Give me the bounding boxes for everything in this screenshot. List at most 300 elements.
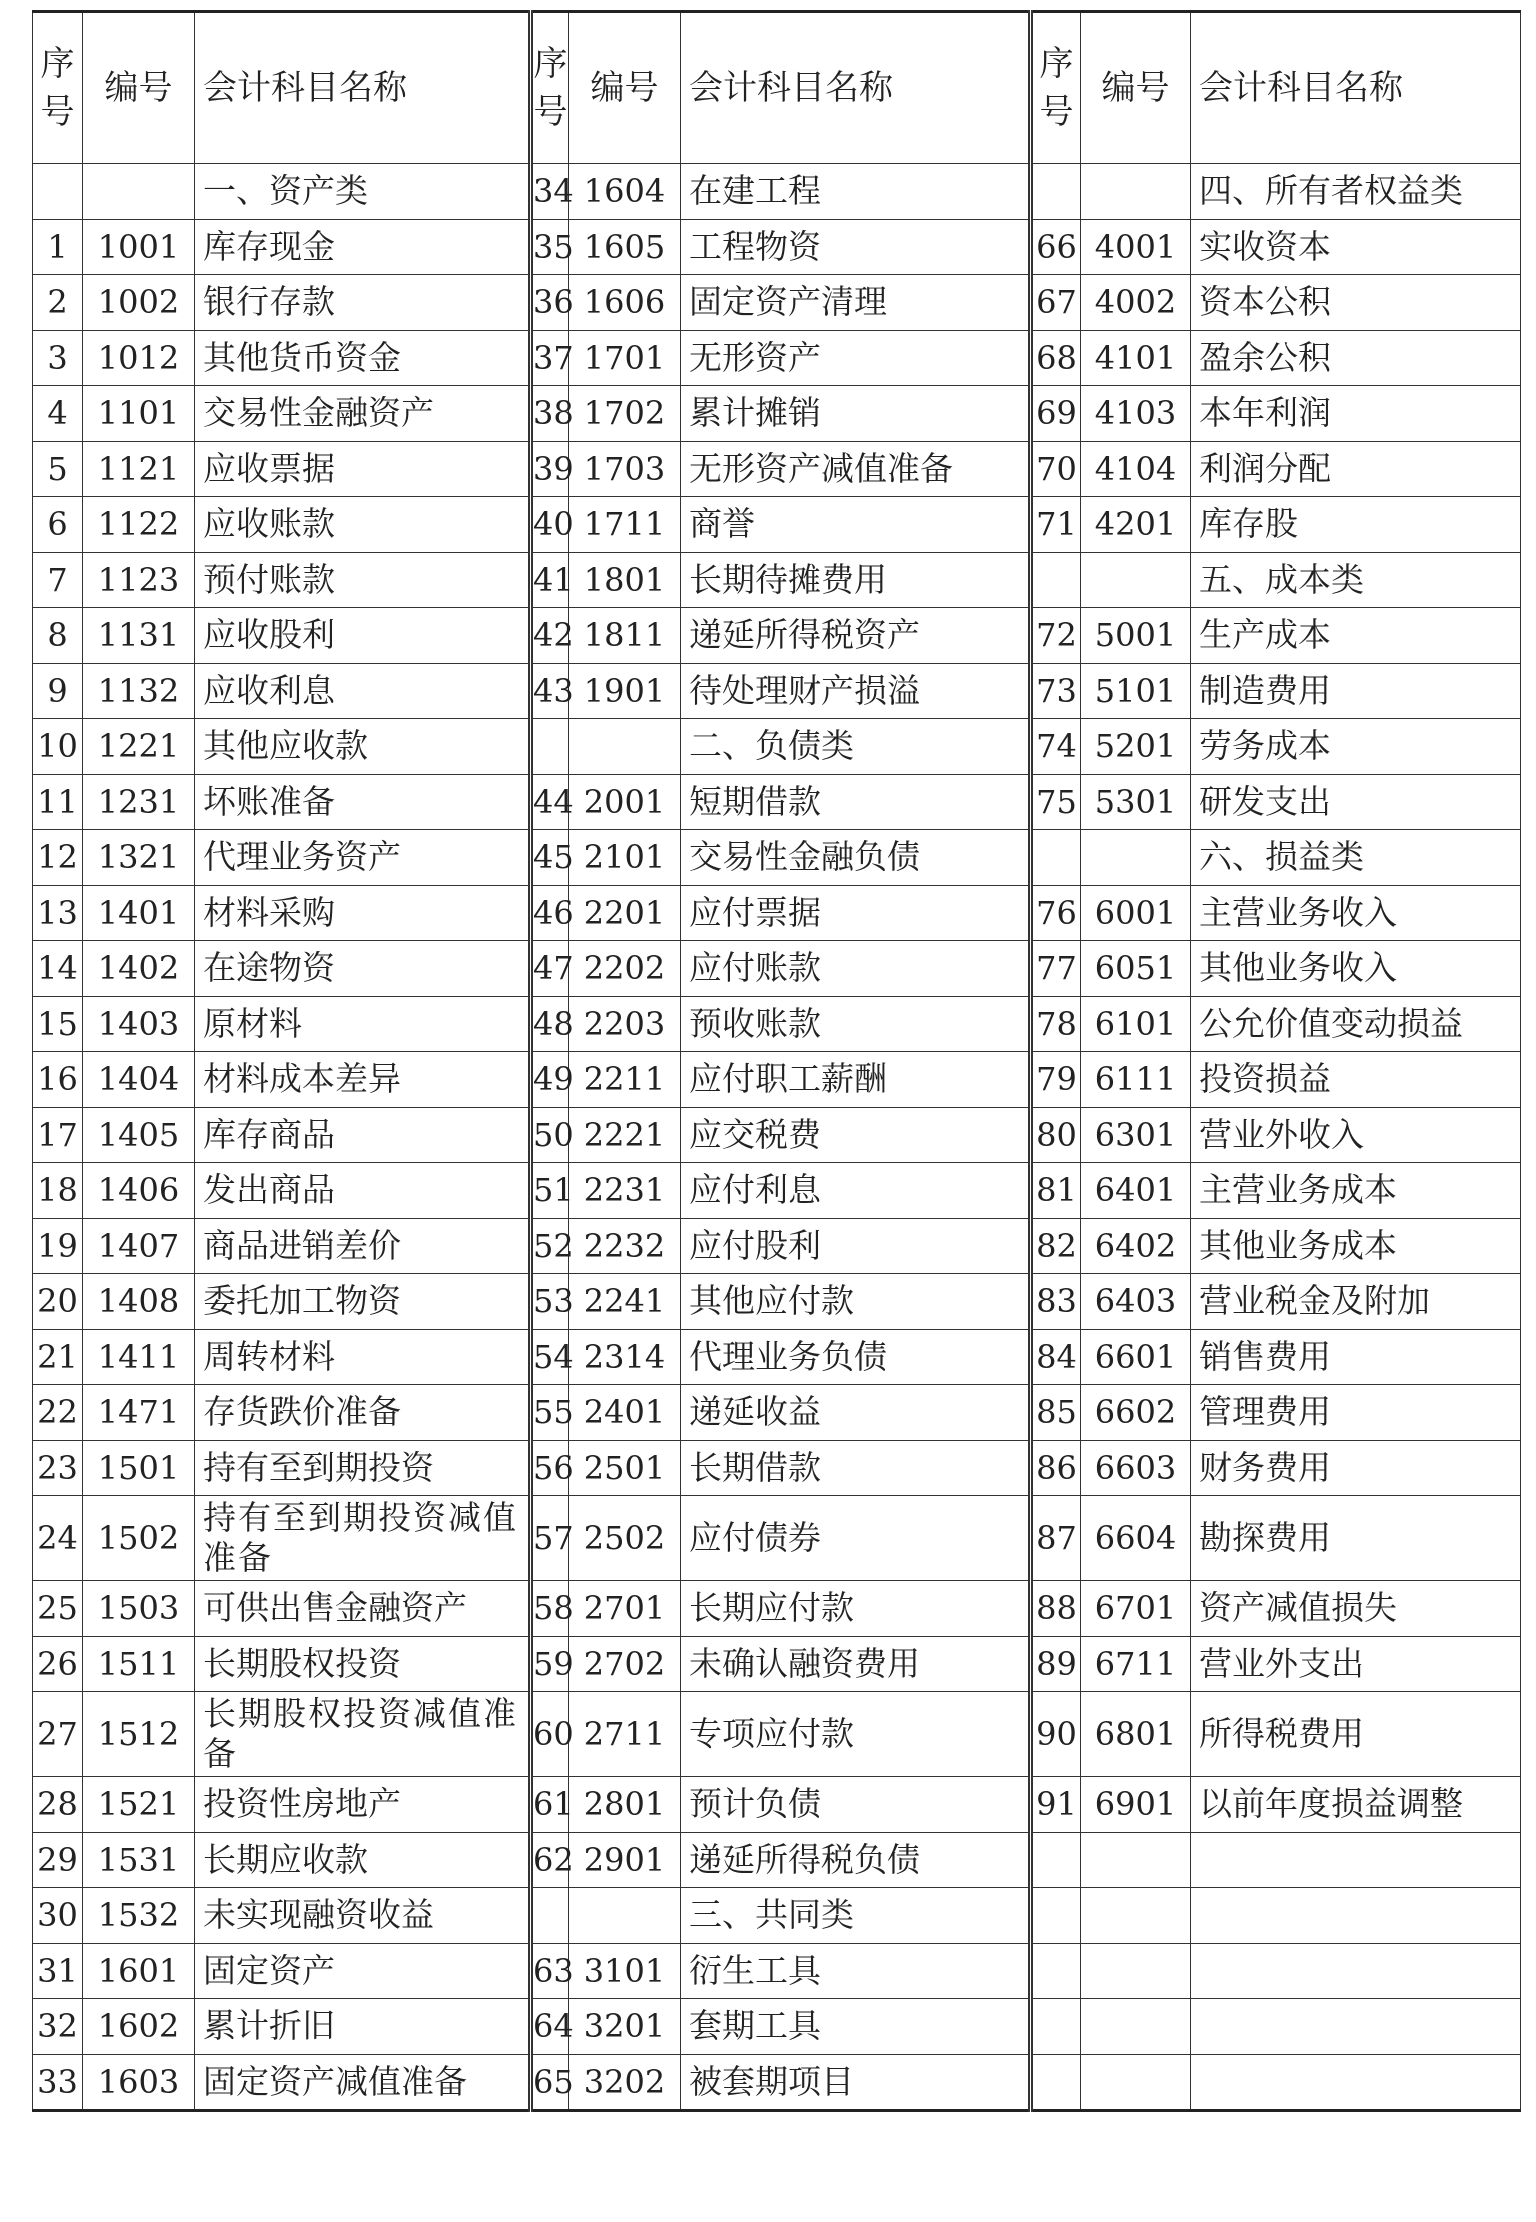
header-name: 会计科目名称 — [681, 12, 1031, 164]
table-row — [33, 774, 1521, 830]
seq-cell: 49 — [531, 1052, 569, 1108]
code-cell: 2101 — [569, 830, 681, 886]
seq-cell: 41 — [531, 552, 569, 608]
code-cell: 6301 — [1081, 1107, 1191, 1163]
code-cell: 6603 — [1081, 1440, 1191, 1496]
table-row — [33, 663, 1521, 719]
subject-name-cell: 应收票据 — [195, 441, 531, 497]
seq-cell: 37 — [531, 330, 569, 386]
code-cell: 2001 — [569, 774, 681, 830]
seq-cell: 15 — [33, 996, 83, 1052]
subject-name-cell: 递延所得税负债 — [681, 1832, 1031, 1888]
subject-name-cell: 营业外收入 — [1191, 1107, 1521, 1163]
seq-cell: 54 — [531, 1329, 569, 1385]
code-cell: 5301 — [1081, 774, 1191, 830]
seq-cell: 74 — [1031, 719, 1081, 775]
seq-cell: 3 — [33, 330, 83, 386]
code-cell: 2502 — [569, 1496, 681, 1581]
seq-cell: 60 — [531, 1692, 569, 1777]
seq-cell: 13 — [33, 885, 83, 941]
table-row — [33, 386, 1521, 442]
seq-cell: 80 — [1031, 1107, 1081, 1163]
seq-cell: 56 — [531, 1440, 569, 1496]
header-row — [33, 12, 1521, 164]
seq-cell: 11 — [33, 774, 83, 830]
seq-cell: 90 — [1031, 1692, 1081, 1777]
seq-cell: 4 — [33, 386, 83, 442]
table-row — [33, 1052, 1521, 1108]
code-cell: 1512 — [83, 1692, 195, 1777]
code-cell: 2202 — [569, 941, 681, 997]
table-row — [33, 330, 1521, 386]
subject-name-cell: 未确认融资费用 — [681, 1636, 1031, 1692]
subject-name-cell: 商品进销差价 — [195, 1218, 531, 1274]
table-row — [33, 1274, 1521, 1330]
table-row — [33, 885, 1521, 941]
subject-name-cell: 主营业务成本 — [1191, 1163, 1521, 1219]
seq-cell: 69 — [1031, 386, 1081, 442]
table-row — [33, 1163, 1521, 1219]
subject-name-cell: 其他业务成本 — [1191, 1218, 1521, 1274]
subject-name-cell: 所得税费用 — [1191, 1692, 1521, 1777]
subject-name-cell: 递延收益 — [681, 1385, 1031, 1441]
seq-cell: 5 — [33, 441, 83, 497]
header-code: 编号 — [1081, 12, 1191, 164]
code-cell: 4103 — [1081, 386, 1191, 442]
subject-name-cell: 长期借款 — [681, 1440, 1031, 1496]
code-cell: 6901 — [1081, 1777, 1191, 1833]
subject-name-cell: 累计摊销 — [681, 386, 1031, 442]
subject-name-cell — [1191, 1832, 1521, 1888]
code-cell: 1511 — [83, 1636, 195, 1692]
subject-name-cell: 二、负债类 — [681, 719, 1031, 775]
code-cell: 1811 — [569, 608, 681, 664]
seq-cell: 89 — [1031, 1636, 1081, 1692]
subject-name-cell: 材料成本差异 — [195, 1052, 531, 1108]
subject-name-cell: 应收利息 — [195, 663, 531, 719]
seq-cell: 88 — [1031, 1581, 1081, 1637]
subject-name-cell: 生产成本 — [1191, 608, 1521, 664]
subject-name-cell: 长期待摊费用 — [681, 552, 1031, 608]
code-cell: 1123 — [83, 552, 195, 608]
seq-cell: 31 — [33, 1943, 83, 1999]
subject-name-cell: 交易性金融资产 — [195, 386, 531, 442]
seq-cell: 81 — [1031, 1163, 1081, 1219]
seq-cell: 43 — [531, 663, 569, 719]
subject-name-cell: 递延所得税资产 — [681, 608, 1031, 664]
subject-name-cell: 未实现融资收益 — [195, 1888, 531, 1944]
table-row — [33, 1385, 1521, 1441]
subject-name-cell: 预付账款 — [195, 552, 531, 608]
table-row — [33, 1636, 1521, 1692]
seq-cell — [531, 1888, 569, 1944]
table-row — [33, 608, 1521, 664]
code-cell: 6001 — [1081, 885, 1191, 941]
seq-cell: 48 — [531, 996, 569, 1052]
code-cell: 2711 — [569, 1692, 681, 1777]
seq-cell: 57 — [531, 1496, 569, 1581]
code-cell: 6601 — [1081, 1329, 1191, 1385]
code-cell: 1402 — [83, 941, 195, 997]
seq-cell: 46 — [531, 885, 569, 941]
subject-name-cell: 应付票据 — [681, 885, 1031, 941]
seq-cell — [1031, 552, 1081, 608]
seq-cell: 84 — [1031, 1329, 1081, 1385]
code-cell: 1532 — [83, 1888, 195, 1944]
seq-cell: 12 — [33, 830, 83, 886]
code-cell: 1501 — [83, 1440, 195, 1496]
subject-name-cell: 代理业务资产 — [195, 830, 531, 886]
code-cell: 2701 — [569, 1581, 681, 1637]
subject-name-cell: 长期应收款 — [195, 1832, 531, 1888]
subject-name-cell: 原材料 — [195, 996, 531, 1052]
code-cell: 1404 — [83, 1052, 195, 1108]
code-cell — [1081, 1832, 1191, 1888]
code-cell: 1605 — [569, 219, 681, 275]
subject-name-cell: 应收股利 — [195, 608, 531, 664]
subject-name-cell: 被套期项目 — [681, 2054, 1031, 2111]
code-cell: 1702 — [569, 386, 681, 442]
seq-cell: 39 — [531, 441, 569, 497]
seq-cell: 32 — [33, 1999, 83, 2055]
code-cell: 1231 — [83, 774, 195, 830]
code-cell: 1411 — [83, 1329, 195, 1385]
code-cell: 3202 — [569, 2054, 681, 2111]
code-cell: 3101 — [569, 1943, 681, 1999]
subject-name-cell: 银行存款 — [195, 275, 531, 331]
code-cell: 1002 — [83, 275, 195, 331]
seq-cell: 55 — [531, 1385, 569, 1441]
seq-cell — [1031, 1999, 1081, 2055]
subject-name-cell: 制造费用 — [1191, 663, 1521, 719]
seq-cell — [1031, 830, 1081, 886]
seq-cell: 18 — [33, 1163, 83, 1219]
seq-cell: 51 — [531, 1163, 569, 1219]
header-name: 会计科目名称 — [195, 12, 531, 164]
table-row — [33, 497, 1521, 553]
code-cell: 6101 — [1081, 996, 1191, 1052]
table-row — [33, 1107, 1521, 1163]
code-cell: 6711 — [1081, 1636, 1191, 1692]
subject-name-cell: 存货跌价准备 — [195, 1385, 531, 1441]
code-cell: 1321 — [83, 830, 195, 886]
seq-cell: 72 — [1031, 608, 1081, 664]
table-row — [33, 1999, 1521, 2055]
code-cell: 1801 — [569, 552, 681, 608]
table-row — [33, 441, 1521, 497]
code-cell: 1221 — [83, 719, 195, 775]
code-cell — [569, 1888, 681, 1944]
table-row — [33, 1692, 1521, 1777]
subject-name-cell: 公允价值变动损益 — [1191, 996, 1521, 1052]
code-cell: 1471 — [83, 1385, 195, 1441]
subject-name-cell — [1191, 1999, 1521, 2055]
subject-name-cell: 应收账款 — [195, 497, 531, 553]
code-cell: 1606 — [569, 275, 681, 331]
seq-cell: 23 — [33, 1440, 83, 1496]
seq-cell: 30 — [33, 1888, 83, 1944]
code-cell — [1081, 830, 1191, 886]
code-cell: 1711 — [569, 497, 681, 553]
subject-name-cell: 固定资产 — [195, 1943, 531, 1999]
seq-cell: 35 — [531, 219, 569, 275]
seq-cell: 66 — [1031, 219, 1081, 275]
subject-name-cell: 实收资本 — [1191, 219, 1521, 275]
seq-cell: 87 — [1031, 1496, 1081, 1581]
subject-name-cell — [1191, 1943, 1521, 1999]
seq-cell: 28 — [33, 1777, 83, 1833]
subject-name-cell: 长期股权投资 — [195, 1636, 531, 1692]
seq-cell: 22 — [33, 1385, 83, 1441]
subject-name-cell: 营业税金及附加 — [1191, 1274, 1521, 1330]
code-cell: 6402 — [1081, 1218, 1191, 1274]
table-row — [33, 941, 1521, 997]
subject-name-cell: 专项应付款 — [681, 1692, 1031, 1777]
code-cell: 1405 — [83, 1107, 195, 1163]
subject-name-cell: 工程物资 — [681, 219, 1031, 275]
table-row — [33, 1440, 1521, 1496]
seq-cell: 53 — [531, 1274, 569, 1330]
code-cell: 5001 — [1081, 608, 1191, 664]
subject-name-cell: 销售费用 — [1191, 1329, 1521, 1385]
seq-cell: 8 — [33, 608, 83, 664]
code-cell: 2401 — [569, 1385, 681, 1441]
table-row — [33, 1218, 1521, 1274]
code-cell — [83, 164, 195, 220]
seq-cell: 83 — [1031, 1274, 1081, 1330]
header-seq: 序 号 — [33, 12, 83, 164]
code-cell: 4001 — [1081, 219, 1191, 275]
seq-cell: 25 — [33, 1581, 83, 1637]
subject-name-cell: 资本公积 — [1191, 275, 1521, 331]
seq-cell: 10 — [33, 719, 83, 775]
table-row — [33, 1329, 1521, 1385]
code-cell: 2211 — [569, 1052, 681, 1108]
seq-cell: 6 — [33, 497, 83, 553]
subject-name-cell: 劳务成本 — [1191, 719, 1521, 775]
code-cell: 1012 — [83, 330, 195, 386]
code-cell: 1601 — [83, 1943, 195, 1999]
subject-name-cell: 营业外支出 — [1191, 1636, 1521, 1692]
code-cell: 2241 — [569, 1274, 681, 1330]
table-row — [33, 552, 1521, 608]
code-cell: 1604 — [569, 164, 681, 220]
header-code: 编号 — [83, 12, 195, 164]
table-row — [33, 2054, 1521, 2111]
subject-name-cell: 财务费用 — [1191, 1440, 1521, 1496]
code-cell: 6604 — [1081, 1496, 1191, 1581]
code-cell: 1406 — [83, 1163, 195, 1219]
subject-name-cell: 应付股利 — [681, 1218, 1031, 1274]
code-cell — [1081, 1888, 1191, 1944]
subject-name-cell: 预计负债 — [681, 1777, 1031, 1833]
subject-name-cell: 勘探费用 — [1191, 1496, 1521, 1581]
seq-cell: 78 — [1031, 996, 1081, 1052]
seq-cell: 64 — [531, 1999, 569, 2055]
seq-cell — [531, 719, 569, 775]
code-cell: 1602 — [83, 1999, 195, 2055]
subject-name-cell: 五、成本类 — [1191, 552, 1521, 608]
subject-name-cell: 应交税费 — [681, 1107, 1031, 1163]
code-cell: 4201 — [1081, 497, 1191, 553]
accounting-subjects-table — [32, 10, 1521, 2112]
seq-cell: 7 — [33, 552, 83, 608]
code-cell: 6701 — [1081, 1581, 1191, 1637]
code-cell: 4104 — [1081, 441, 1191, 497]
seq-cell: 44 — [531, 774, 569, 830]
seq-cell: 33 — [33, 2054, 83, 2111]
subject-name-cell — [1191, 2054, 1521, 2111]
seq-cell: 40 — [531, 497, 569, 553]
seq-cell: 34 — [531, 164, 569, 220]
seq-cell: 62 — [531, 1832, 569, 1888]
code-cell: 1401 — [83, 885, 195, 941]
subject-name-cell: 累计折旧 — [195, 1999, 531, 2055]
code-cell: 5201 — [1081, 719, 1191, 775]
subject-name-cell: 本年利润 — [1191, 386, 1521, 442]
seq-cell: 19 — [33, 1218, 83, 1274]
seq-cell: 26 — [33, 1636, 83, 1692]
subject-name-cell: 四、所有者权益类 — [1191, 164, 1521, 220]
seq-cell: 63 — [531, 1943, 569, 1999]
subject-name-cell — [1191, 1888, 1521, 1944]
subject-name-cell: 材料采购 — [195, 885, 531, 941]
subject-name-cell: 主营业务收入 — [1191, 885, 1521, 941]
seq-cell — [1031, 1888, 1081, 1944]
seq-cell: 47 — [531, 941, 569, 997]
code-cell: 1121 — [83, 441, 195, 497]
code-cell: 5101 — [1081, 663, 1191, 719]
seq-cell: 50 — [531, 1107, 569, 1163]
subject-name-cell: 三、共同类 — [681, 1888, 1031, 1944]
seq-cell: 52 — [531, 1218, 569, 1274]
seq-cell: 71 — [1031, 497, 1081, 553]
seq-cell: 45 — [531, 830, 569, 886]
seq-cell: 2 — [33, 275, 83, 331]
code-cell — [1081, 552, 1191, 608]
table-row — [33, 1581, 1521, 1637]
code-cell: 4002 — [1081, 275, 1191, 331]
subject-name-cell: 可供出售金融资产 — [195, 1581, 531, 1637]
subject-name-cell: 应付债券 — [681, 1496, 1031, 1581]
subject-name-cell: 短期借款 — [681, 774, 1031, 830]
table-row — [33, 219, 1521, 275]
code-cell: 1001 — [83, 219, 195, 275]
seq-cell: 82 — [1031, 1218, 1081, 1274]
code-cell: 3201 — [569, 1999, 681, 2055]
code-cell — [569, 719, 681, 775]
subject-name-cell: 坏账准备 — [195, 774, 531, 830]
code-cell: 1701 — [569, 330, 681, 386]
subject-name-cell: 固定资产减值准备 — [195, 2054, 531, 2111]
header-seq: 序 号 — [531, 12, 569, 164]
code-cell: 1122 — [83, 497, 195, 553]
seq-cell — [1031, 1943, 1081, 1999]
subject-name-cell: 投资性房地产 — [195, 1777, 531, 1833]
subject-name-cell: 在途物资 — [195, 941, 531, 997]
seq-cell: 14 — [33, 941, 83, 997]
seq-cell: 77 — [1031, 941, 1081, 997]
table-row — [33, 1943, 1521, 1999]
code-cell: 1132 — [83, 663, 195, 719]
subject-name-cell: 库存股 — [1191, 497, 1521, 553]
subject-name-cell: 资产减值损失 — [1191, 1581, 1521, 1637]
code-cell: 1407 — [83, 1218, 195, 1274]
seq-cell: 59 — [531, 1636, 569, 1692]
seq-cell: 27 — [33, 1692, 83, 1777]
code-cell: 6111 — [1081, 1052, 1191, 1108]
seq-cell — [1031, 2054, 1081, 2111]
subject-name-cell: 委托加工物资 — [195, 1274, 531, 1330]
subject-name-cell: 商誉 — [681, 497, 1031, 553]
subject-name-cell: 衍生工具 — [681, 1943, 1031, 1999]
table-row — [33, 275, 1521, 331]
subject-name-cell: 应付利息 — [681, 1163, 1031, 1219]
subject-name-cell: 库存现金 — [195, 219, 531, 275]
seq-cell: 68 — [1031, 330, 1081, 386]
code-cell: 6401 — [1081, 1163, 1191, 1219]
subject-name-cell: 持有至到期投资减值准备 — [195, 1496, 531, 1581]
code-cell: 2203 — [569, 996, 681, 1052]
code-cell: 2314 — [569, 1329, 681, 1385]
code-cell: 1101 — [83, 386, 195, 442]
code-cell: 2221 — [569, 1107, 681, 1163]
subject-name-cell: 代理业务负债 — [681, 1329, 1031, 1385]
code-cell: 2231 — [569, 1163, 681, 1219]
seq-cell: 42 — [531, 608, 569, 664]
seq-cell: 58 — [531, 1581, 569, 1637]
seq-cell: 91 — [1031, 1777, 1081, 1833]
header-name: 会计科目名称 — [1191, 12, 1521, 164]
subject-name-cell: 发出商品 — [195, 1163, 531, 1219]
code-cell — [1081, 1999, 1191, 2055]
seq-cell: 9 — [33, 663, 83, 719]
table-row — [33, 719, 1521, 775]
seq-cell: 76 — [1031, 885, 1081, 941]
seq-cell: 86 — [1031, 1440, 1081, 1496]
code-cell: 2901 — [569, 1832, 681, 1888]
header-code: 编号 — [569, 12, 681, 164]
code-cell: 1503 — [83, 1581, 195, 1637]
subject-name-cell: 库存商品 — [195, 1107, 531, 1163]
table-row — [33, 1496, 1521, 1581]
table-row — [33, 1777, 1521, 1833]
table-row — [33, 1888, 1521, 1944]
seq-cell: 67 — [1031, 275, 1081, 331]
subject-name-cell: 预收账款 — [681, 996, 1031, 1052]
subject-name-cell: 以前年度损益调整 — [1191, 1777, 1521, 1833]
seq-cell: 36 — [531, 275, 569, 331]
code-cell: 2501 — [569, 1440, 681, 1496]
seq-cell: 38 — [531, 386, 569, 442]
table-row — [33, 830, 1521, 886]
seq-cell: 24 — [33, 1496, 83, 1581]
seq-cell — [1031, 1832, 1081, 1888]
subject-name-cell: 长期应付款 — [681, 1581, 1031, 1637]
code-cell: 6801 — [1081, 1692, 1191, 1777]
seq-cell: 21 — [33, 1329, 83, 1385]
subject-name-cell: 无形资产减值准备 — [681, 441, 1031, 497]
subject-name-cell: 持有至到期投资 — [195, 1440, 531, 1496]
seq-cell: 75 — [1031, 774, 1081, 830]
code-cell: 1703 — [569, 441, 681, 497]
seq-cell — [1031, 164, 1081, 220]
seq-cell — [33, 164, 83, 220]
subject-name-cell: 应付账款 — [681, 941, 1031, 997]
subject-name-cell: 在建工程 — [681, 164, 1031, 220]
subject-name-cell: 利润分配 — [1191, 441, 1521, 497]
seq-cell: 20 — [33, 1274, 83, 1330]
